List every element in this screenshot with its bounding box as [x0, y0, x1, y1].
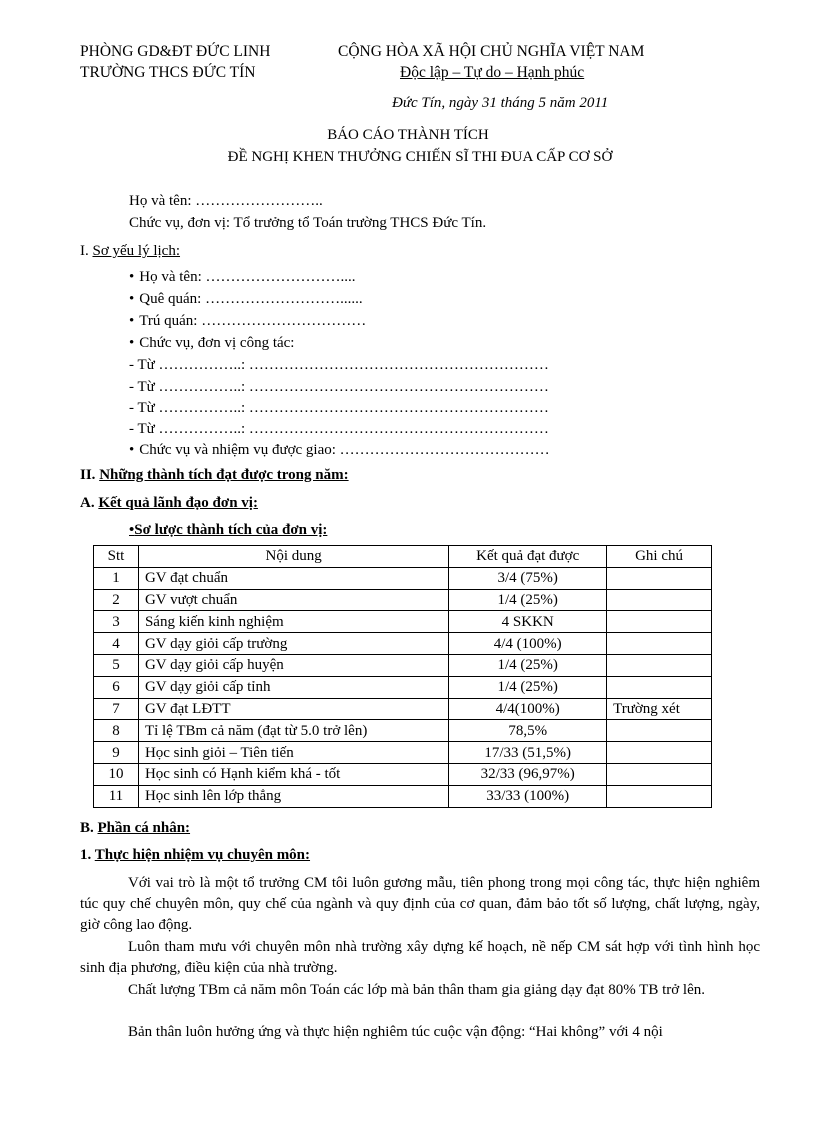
table-row	[94, 611, 712, 633]
unit-achievements-heading	[129, 521, 327, 540]
section-b-title: Phần cá nhân:	[97, 820, 191, 836]
subsection-1-heading	[80, 846, 310, 865]
section-1-heading	[80, 242, 180, 261]
table-row	[94, 567, 712, 589]
cell-note	[607, 589, 712, 611]
cell-note	[607, 720, 712, 742]
cell-stt: 1	[94, 567, 139, 589]
cell-note	[607, 611, 712, 633]
cell-result: 32/33 (96,97%)	[449, 763, 607, 785]
section-2-heading	[80, 466, 349, 485]
cell-content: GV dạy giỏi cấp huyện	[138, 654, 448, 676]
paragraph	[80, 937, 760, 979]
section-b-heading	[80, 819, 190, 838]
header-result: Kết quả đạt được	[449, 546, 607, 568]
section-2-number: II.	[80, 467, 100, 483]
cell-content: GV dạy giỏi cấp trường	[138, 633, 448, 655]
cell-result: 1/4 (25%)	[449, 676, 607, 698]
cell-result: 78,5%	[449, 720, 607, 742]
cell-stt: 6	[94, 676, 139, 698]
paragraph	[80, 1022, 760, 1043]
table-row	[94, 698, 712, 720]
bullet-residence: • Trú quán: ……………………………	[129, 312, 366, 331]
section-b-number: B.	[80, 820, 98, 836]
cell-result: 4/4 (100%)	[449, 633, 607, 655]
bullet-icon: •	[129, 522, 135, 538]
cell-stt: 7	[94, 698, 139, 720]
cell-content: Học sinh giỏi – Tiên tiến	[138, 742, 448, 764]
paragraph	[80, 980, 760, 1001]
table-row	[94, 676, 712, 698]
cell-stt: 5	[94, 654, 139, 676]
results-table	[93, 545, 712, 808]
header-stt: Stt	[94, 546, 139, 568]
section-a-title: Kết quả lãnh đạo đơn vị:	[98, 495, 258, 511]
cell-content: Tỉ lệ TBm cả năm (đạt từ 5.0 trở lên)	[138, 720, 448, 742]
cell-content: Học sinh lên lớp thẳng	[138, 785, 448, 807]
work-period-line: - Từ ……………..: ……………………………………………………	[129, 379, 549, 395]
cell-stt: 3	[94, 611, 139, 633]
section-2-title: Những thành tích đạt được trong năm:	[99, 467, 349, 483]
table-row	[94, 633, 712, 655]
cell-stt: 8	[94, 720, 139, 742]
cell-result: 33/33 (100%)	[449, 785, 607, 807]
subsection-1-title: Thực hiện nhiệm vụ chuyên môn:	[94, 847, 311, 863]
cell-stt: 4	[94, 633, 139, 655]
intro-name: Họ và tên: ……………………..	[129, 193, 323, 209]
cell-note	[607, 633, 712, 655]
cell-note: Trường xét	[607, 698, 712, 720]
cell-note	[607, 763, 712, 785]
work-period-line: - Từ ……………..: ……………………………………………………	[129, 400, 549, 416]
paragraph-text: Luôn tham mưu với chuyên môn nhà trường xây dựng kế hoạch, nề nếp CM sát hợp với tình hình học sinh địa phương, điều kiện của nhà trường.	[80, 939, 760, 976]
cell-result: 17/33 (51,5%)	[449, 742, 607, 764]
cell-content: Học sinh có Hạnh kiểm khá - tốt	[138, 763, 448, 785]
cell-content: GV dạy giỏi cấp tỉnh	[138, 676, 448, 698]
report-title: BÁO CÁO THÀNH TÍCH	[327, 127, 489, 143]
table-row	[94, 742, 712, 764]
table-row	[94, 654, 712, 676]
bullet-hometown: • Quê quán: ………………………......	[129, 290, 363, 309]
report-subtitle: ĐỀ NGHỊ KHEN THƯỞNG CHIẾN SĨ THI ĐUA CẤP CƠ SỞ	[227, 149, 613, 165]
header-note: Ghi chú	[607, 546, 712, 568]
section-1-title: Sơ yếu lý lịch:	[92, 243, 181, 259]
unit-achievements-title: Sơ lược thành tích của đơn vị:	[134, 522, 328, 538]
section-a-number: A.	[80, 495, 99, 511]
cell-note	[607, 676, 712, 698]
cell-content: Sáng kiến kinh nghiệm	[138, 611, 448, 633]
department-name: PHÒNG GD&ĐT ĐỨC LINH	[80, 43, 271, 60]
table-row	[94, 763, 712, 785]
cell-note	[607, 785, 712, 807]
cell-result: 3/4 (75%)	[449, 567, 607, 589]
motto: Độc lập – Tự do – Hạnh phúc	[400, 64, 585, 81]
cell-note	[607, 654, 712, 676]
paragraph-text: Bản thân luôn hưởng ứng và thực hiện nghiêm túc cuộc vận động: “Hai không” với 4 nội	[128, 1024, 663, 1040]
bullet-work-unit: • Chức vụ, đơn vị công tác:	[129, 334, 294, 353]
cell-result: 1/4 (25%)	[449, 589, 607, 611]
paragraph-text: Với vai trò là một tổ trưởng CM tôi luôn gương mẫu, tiên phong trong mọi công tác, thực hiện nghiêm túc quy chế chuyên môn, quy chế của ngành và quy định của cơ quan, đảm bảo tốt số lượng, chất lượng, ngày, giờ công lao động.	[80, 875, 760, 933]
section-1-number: I.	[80, 243, 93, 259]
table-row	[94, 720, 712, 742]
table-header-row	[94, 546, 712, 568]
country-name: CỘNG HÒA XÃ HỘI CHỦ NGHĨA VIỆT NAM	[338, 43, 645, 60]
cell-content: GV đạt LĐTT	[138, 698, 448, 720]
cell-stt: 2	[94, 589, 139, 611]
table-row	[94, 785, 712, 807]
work-period-line: - Từ ……………..: ……………………………………………………	[129, 421, 549, 437]
cell-result: 4 SKKN	[449, 611, 607, 633]
report-date: Đức Tín, ngày 31 tháng 5 năm 2011	[392, 95, 609, 111]
cell-note	[607, 567, 712, 589]
work-period-line: - Từ ……………..: ……………………………………………………	[129, 357, 549, 373]
cell-content: GV đạt chuẩn	[138, 567, 448, 589]
table-row	[94, 589, 712, 611]
bullet-duties: • Chức vụ và nhiệm vụ được giao: ……………………………………	[129, 441, 550, 460]
cell-result: 4/4(100%)	[449, 698, 607, 720]
cell-stt: 9	[94, 742, 139, 764]
bullet-name: • Họ và tên: ………………………....	[129, 268, 356, 287]
cell-note	[607, 742, 712, 764]
school-name: TRƯỜNG THCS ĐỨC TÍN	[80, 64, 256, 81]
cell-stt: 10	[94, 763, 139, 785]
intro-position: Chức vụ, đơn vị: Tổ trưởng tổ Toán trường THCS Đức Tín.	[129, 215, 487, 231]
cell-stt: 11	[94, 785, 139, 807]
cell-content: GV vượt chuẩn	[138, 589, 448, 611]
section-a-heading	[80, 494, 258, 513]
cell-result: 1/4 (25%)	[449, 654, 607, 676]
subsection-1-number: 1.	[80, 847, 95, 863]
paragraph	[80, 873, 760, 936]
header-content: Nội dung	[138, 546, 448, 568]
paragraph-text: Chất lượng TBm cả năm môn Toán các lớp mà bản thân tham gia giảng dạy đạt 80% TB trở lên.	[128, 982, 706, 998]
